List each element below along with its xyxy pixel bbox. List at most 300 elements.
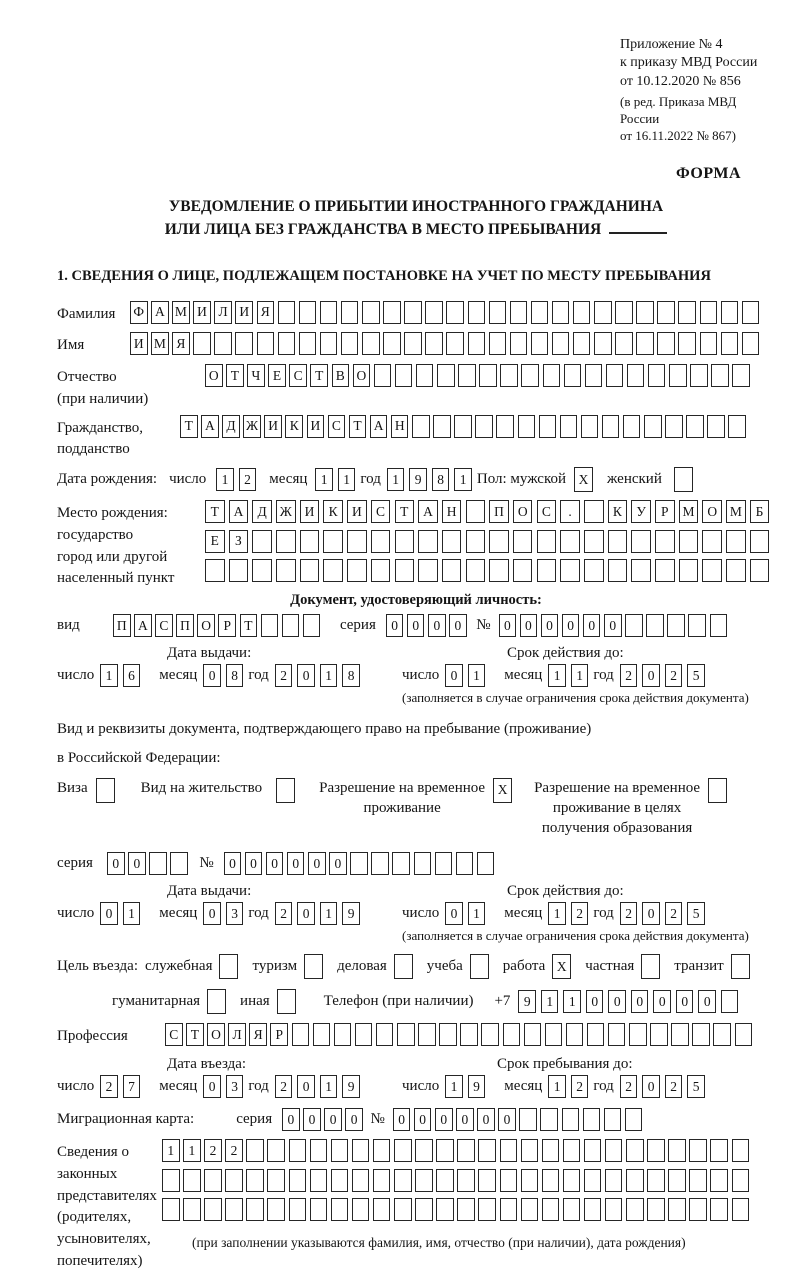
char-box[interactable]: [606, 364, 624, 387]
char-box[interactable]: 0: [435, 1108, 453, 1131]
char-box[interactable]: [605, 1169, 623, 1192]
char-box[interactable]: 0: [631, 990, 649, 1013]
char-box[interactable]: [383, 301, 401, 324]
char-box[interactable]: 2: [100, 1075, 118, 1098]
char-box[interactable]: 1: [548, 664, 566, 687]
char-box[interactable]: [540, 1108, 558, 1131]
char-box[interactable]: [726, 530, 746, 553]
char-box[interactable]: [170, 852, 188, 875]
char-box[interactable]: [583, 1108, 601, 1131]
char-box[interactable]: 0: [297, 664, 315, 687]
char-box[interactable]: [650, 1023, 668, 1046]
char-box[interactable]: [481, 1023, 499, 1046]
char-box[interactable]: [412, 415, 430, 438]
char-box[interactable]: 0: [676, 990, 694, 1013]
char-box[interactable]: 1: [100, 664, 118, 687]
char-box[interactable]: Б: [750, 500, 770, 523]
char-box[interactable]: [204, 1198, 222, 1221]
char-box[interactable]: [625, 614, 643, 637]
char-box[interactable]: [608, 559, 628, 582]
char-box[interactable]: 1: [320, 902, 338, 925]
char-box[interactable]: [246, 1198, 264, 1221]
char-box[interactable]: [646, 614, 664, 637]
char-box[interactable]: [657, 301, 675, 324]
char-box[interactable]: 2: [239, 468, 257, 491]
char-box[interactable]: [466, 559, 486, 582]
char-box[interactable]: 5: [687, 1075, 705, 1098]
char-box[interactable]: [563, 1198, 581, 1221]
char-box[interactable]: 1: [548, 1075, 566, 1098]
char-box[interactable]: [289, 1169, 307, 1192]
char-box[interactable]: Т: [186, 1023, 204, 1046]
char-box[interactable]: [742, 301, 760, 324]
char-box[interactable]: И: [193, 301, 211, 324]
char-box[interactable]: 0: [449, 614, 467, 637]
char-box[interactable]: А: [418, 500, 438, 523]
char-box[interactable]: [289, 1139, 307, 1162]
char-box[interactable]: О: [205, 364, 223, 387]
char-box[interactable]: З: [229, 530, 249, 553]
char-box[interactable]: [608, 1023, 626, 1046]
char-box[interactable]: 6: [123, 664, 141, 687]
char-box[interactable]: [395, 530, 415, 553]
char-box[interactable]: [728, 415, 746, 438]
char-box[interactable]: 1: [162, 1139, 180, 1162]
char-box[interactable]: [395, 364, 413, 387]
char-box[interactable]: И: [300, 500, 320, 523]
char-box[interactable]: [276, 778, 295, 803]
char-box[interactable]: [626, 1169, 644, 1192]
char-box[interactable]: 0: [303, 1108, 321, 1131]
char-box[interactable]: [648, 364, 666, 387]
char-box[interactable]: 7: [123, 1075, 141, 1098]
char-box[interactable]: [310, 1198, 328, 1221]
char-box[interactable]: [608, 530, 628, 553]
char-box[interactable]: [437, 364, 455, 387]
char-box[interactable]: [542, 1139, 560, 1162]
char-box[interactable]: [702, 559, 722, 582]
char-box[interactable]: А: [370, 415, 388, 438]
char-box[interactable]: [584, 500, 604, 523]
char-box[interactable]: [692, 1023, 710, 1046]
char-box[interactable]: И: [235, 301, 253, 324]
char-box[interactable]: 0: [224, 852, 242, 875]
char-box[interactable]: [350, 852, 368, 875]
char-box[interactable]: [96, 778, 115, 803]
char-box[interactable]: [373, 1198, 391, 1221]
char-box[interactable]: А: [151, 301, 169, 324]
char-box[interactable]: [542, 1198, 560, 1221]
char-box[interactable]: [478, 1169, 496, 1192]
char-box[interactable]: 2: [665, 664, 683, 687]
char-box[interactable]: [627, 364, 645, 387]
char-box[interactable]: [331, 1139, 349, 1162]
char-box[interactable]: 0: [297, 902, 315, 925]
char-box[interactable]: [710, 1198, 728, 1221]
char-box[interactable]: М: [151, 332, 169, 355]
char-box[interactable]: С: [165, 1023, 183, 1046]
char-box[interactable]: [466, 500, 486, 523]
char-box[interactable]: 1: [548, 902, 566, 925]
char-box[interactable]: 1: [468, 902, 486, 925]
char-box[interactable]: Т: [205, 500, 225, 523]
char-box[interactable]: [442, 530, 462, 553]
char-box[interactable]: [371, 559, 391, 582]
char-box[interactable]: [352, 1139, 370, 1162]
char-box[interactable]: [531, 301, 549, 324]
char-box[interactable]: [537, 559, 557, 582]
char-box[interactable]: 0: [203, 1075, 221, 1098]
char-box[interactable]: [489, 559, 509, 582]
char-box[interactable]: И: [307, 415, 325, 438]
char-box[interactable]: М: [679, 500, 699, 523]
char-box[interactable]: .: [560, 500, 580, 523]
char-box[interactable]: [711, 364, 729, 387]
char-box[interactable]: 0: [324, 1108, 342, 1131]
char-box[interactable]: [404, 332, 422, 355]
char-box[interactable]: Т: [310, 364, 328, 387]
char-box[interactable]: [721, 301, 739, 324]
char-box[interactable]: [688, 614, 706, 637]
char-box[interactable]: [205, 559, 225, 582]
char-box[interactable]: [310, 1169, 328, 1192]
char-box[interactable]: [300, 530, 320, 553]
char-box[interactable]: А: [201, 415, 219, 438]
char-box[interactable]: 1: [563, 990, 581, 1013]
char-box[interactable]: [489, 530, 509, 553]
char-box[interactable]: [373, 1169, 391, 1192]
char-box[interactable]: [594, 332, 612, 355]
char-box[interactable]: [219, 954, 238, 979]
char-box[interactable]: М: [172, 301, 190, 324]
char-box[interactable]: [149, 852, 167, 875]
char-box[interactable]: [229, 559, 249, 582]
char-box[interactable]: 0: [698, 990, 716, 1013]
char-box[interactable]: [436, 1169, 454, 1192]
char-box[interactable]: [310, 1139, 328, 1162]
char-box[interactable]: О: [353, 364, 371, 387]
char-box[interactable]: [162, 1169, 180, 1192]
char-box[interactable]: [278, 332, 296, 355]
char-box[interactable]: [679, 530, 699, 553]
char-box[interactable]: 0: [308, 852, 326, 875]
char-box[interactable]: [521, 364, 539, 387]
char-box[interactable]: 1: [571, 664, 589, 687]
char-box[interactable]: [376, 1023, 394, 1046]
char-box[interactable]: 0: [520, 614, 538, 637]
char-box[interactable]: [710, 1169, 728, 1192]
char-box[interactable]: [418, 530, 438, 553]
char-box[interactable]: [475, 415, 493, 438]
char-box[interactable]: [707, 415, 725, 438]
char-box[interactable]: [454, 415, 472, 438]
char-box[interactable]: [489, 301, 507, 324]
char-box[interactable]: [478, 1198, 496, 1221]
char-box[interactable]: 2: [571, 902, 589, 925]
char-box[interactable]: [304, 954, 323, 979]
char-box[interactable]: [671, 1023, 689, 1046]
char-box[interactable]: 0: [499, 614, 517, 637]
char-box[interactable]: [292, 1023, 310, 1046]
char-box[interactable]: [323, 559, 343, 582]
char-box[interactable]: [585, 364, 603, 387]
char-box[interactable]: [510, 332, 528, 355]
char-box[interactable]: Т: [349, 415, 367, 438]
char-box[interactable]: [732, 1139, 750, 1162]
char-box[interactable]: [261, 614, 279, 637]
char-box[interactable]: 1: [315, 468, 333, 491]
char-box[interactable]: Т: [226, 364, 244, 387]
char-box[interactable]: [615, 301, 633, 324]
char-box[interactable]: [500, 364, 518, 387]
char-box[interactable]: [395, 559, 415, 582]
char-box[interactable]: [629, 1023, 647, 1046]
char-box[interactable]: [257, 332, 275, 355]
char-box[interactable]: [374, 364, 392, 387]
char-box[interactable]: [625, 1108, 643, 1131]
char-box[interactable]: [686, 415, 704, 438]
char-box[interactable]: [545, 1023, 563, 1046]
char-box[interactable]: 1: [320, 664, 338, 687]
char-box[interactable]: [183, 1198, 201, 1221]
char-box[interactable]: Д: [252, 500, 272, 523]
char-box[interactable]: [665, 415, 683, 438]
char-box[interactable]: [631, 530, 651, 553]
char-box[interactable]: 1: [468, 664, 486, 687]
char-box[interactable]: [458, 364, 476, 387]
char-box[interactable]: [162, 1198, 180, 1221]
char-box[interactable]: П: [489, 500, 509, 523]
char-box[interactable]: 2: [275, 1075, 293, 1098]
char-box[interactable]: [394, 1169, 412, 1192]
char-box[interactable]: [299, 301, 317, 324]
char-box[interactable]: [252, 530, 272, 553]
char-box[interactable]: [425, 301, 443, 324]
char-box[interactable]: [657, 332, 675, 355]
char-box[interactable]: [689, 1169, 707, 1192]
char-box[interactable]: [732, 1198, 750, 1221]
char-box[interactable]: 2: [665, 1075, 683, 1098]
char-box[interactable]: 0: [583, 614, 601, 637]
char-box[interactable]: [732, 364, 750, 387]
char-box[interactable]: X: [493, 778, 512, 803]
char-box[interactable]: [513, 530, 533, 553]
char-box[interactable]: [674, 467, 693, 492]
char-box[interactable]: Е: [268, 364, 286, 387]
char-box[interactable]: [521, 1169, 539, 1192]
char-box[interactable]: [669, 364, 687, 387]
char-box[interactable]: [460, 1023, 478, 1046]
char-box[interactable]: [584, 1198, 602, 1221]
char-box[interactable]: [457, 1139, 475, 1162]
char-box[interactable]: [524, 1023, 542, 1046]
char-box[interactable]: 1: [320, 1075, 338, 1098]
char-box[interactable]: [214, 332, 232, 355]
char-box[interactable]: [225, 1198, 243, 1221]
char-box[interactable]: [587, 1023, 605, 1046]
char-box[interactable]: 0: [282, 1108, 300, 1131]
char-box[interactable]: 2: [665, 902, 683, 925]
char-box[interactable]: [735, 1023, 753, 1046]
char-box[interactable]: [668, 1169, 686, 1192]
char-box[interactable]: 0: [407, 614, 425, 637]
char-box[interactable]: [418, 559, 438, 582]
char-box[interactable]: [235, 332, 253, 355]
char-box[interactable]: X: [574, 467, 593, 492]
char-box[interactable]: [700, 301, 718, 324]
char-box[interactable]: [183, 1169, 201, 1192]
char-box[interactable]: [225, 1169, 243, 1192]
char-box[interactable]: [644, 415, 662, 438]
char-box[interactable]: 2: [275, 664, 293, 687]
char-box[interactable]: [626, 1198, 644, 1221]
char-box[interactable]: [425, 332, 443, 355]
char-box[interactable]: 0: [456, 1108, 474, 1131]
char-box[interactable]: 1: [541, 990, 559, 1013]
char-box[interactable]: [702, 530, 722, 553]
char-box[interactable]: [678, 301, 696, 324]
char-box[interactable]: 1: [338, 468, 356, 491]
char-box[interactable]: А: [229, 500, 249, 523]
char-box[interactable]: [584, 1139, 602, 1162]
char-box[interactable]: [510, 301, 528, 324]
char-box[interactable]: [320, 301, 338, 324]
char-box[interactable]: [641, 954, 660, 979]
char-box[interactable]: [602, 415, 620, 438]
char-box[interactable]: [347, 559, 367, 582]
char-box[interactable]: [604, 1108, 622, 1131]
char-box[interactable]: [679, 559, 699, 582]
char-box[interactable]: [394, 954, 413, 979]
char-box[interactable]: 0: [386, 614, 404, 637]
char-box[interactable]: [479, 364, 497, 387]
char-box[interactable]: [347, 530, 367, 553]
char-box[interactable]: К: [323, 500, 343, 523]
char-box[interactable]: [584, 530, 604, 553]
char-box[interactable]: С: [537, 500, 557, 523]
char-box[interactable]: [726, 559, 746, 582]
char-box[interactable]: 5: [687, 902, 705, 925]
char-box[interactable]: [373, 1139, 391, 1162]
char-box[interactable]: 1: [123, 902, 141, 925]
char-box[interactable]: [457, 1169, 475, 1192]
char-box[interactable]: [341, 301, 359, 324]
char-box[interactable]: [323, 530, 343, 553]
char-box[interactable]: [300, 559, 320, 582]
char-box[interactable]: [352, 1169, 370, 1192]
char-box[interactable]: 0: [414, 1108, 432, 1131]
char-box[interactable]: [433, 415, 451, 438]
char-box[interactable]: [573, 332, 591, 355]
char-box[interactable]: 0: [562, 614, 580, 637]
char-box[interactable]: Ч: [247, 364, 265, 387]
char-box[interactable]: [468, 301, 486, 324]
char-box[interactable]: 0: [604, 614, 622, 637]
char-box[interactable]: 9: [518, 990, 536, 1013]
char-box[interactable]: [721, 990, 739, 1013]
char-box[interactable]: 9: [409, 468, 427, 491]
char-box[interactable]: [564, 364, 582, 387]
char-box[interactable]: [415, 1139, 433, 1162]
char-box[interactable]: [341, 332, 359, 355]
char-box[interactable]: [362, 332, 380, 355]
char-box[interactable]: [713, 1023, 731, 1046]
char-box[interactable]: [246, 1169, 264, 1192]
char-box[interactable]: 2: [620, 1075, 638, 1098]
char-box[interactable]: [750, 559, 770, 582]
char-box[interactable]: [537, 530, 557, 553]
char-box[interactable]: 2: [225, 1139, 243, 1162]
char-box[interactable]: [478, 1139, 496, 1162]
char-box[interactable]: [560, 559, 580, 582]
char-box[interactable]: [435, 852, 453, 875]
char-box[interactable]: Д: [222, 415, 240, 438]
char-box[interactable]: [689, 1139, 707, 1162]
char-box[interactable]: [320, 332, 338, 355]
char-box[interactable]: [278, 301, 296, 324]
char-box[interactable]: [560, 530, 580, 553]
char-box[interactable]: [446, 301, 464, 324]
char-box[interactable]: [563, 1169, 581, 1192]
char-box[interactable]: [636, 301, 654, 324]
char-box[interactable]: Т: [395, 500, 415, 523]
char-box[interactable]: [436, 1198, 454, 1221]
char-box[interactable]: [394, 1198, 412, 1221]
char-box[interactable]: [267, 1198, 285, 1221]
char-box[interactable]: [496, 415, 514, 438]
char-box[interactable]: Р: [655, 500, 675, 523]
char-box[interactable]: 0: [128, 852, 146, 875]
char-box[interactable]: 0: [203, 664, 221, 687]
char-box[interactable]: [742, 332, 760, 355]
char-box[interactable]: 3: [226, 902, 244, 925]
char-box[interactable]: [456, 852, 474, 875]
char-box[interactable]: 0: [477, 1108, 495, 1131]
char-box[interactable]: [731, 954, 750, 979]
char-box[interactable]: [584, 1169, 602, 1192]
char-box[interactable]: [566, 1023, 584, 1046]
char-box[interactable]: X: [552, 954, 571, 979]
char-box[interactable]: [605, 1198, 623, 1221]
char-box[interactable]: [371, 530, 391, 553]
char-box[interactable]: [246, 1139, 264, 1162]
char-box[interactable]: [678, 332, 696, 355]
char-box[interactable]: [466, 530, 486, 553]
char-box[interactable]: [721, 332, 739, 355]
char-box[interactable]: [397, 1023, 415, 1046]
char-box[interactable]: С: [155, 614, 173, 637]
char-box[interactable]: Н: [442, 500, 462, 523]
char-box[interactable]: [655, 559, 675, 582]
char-box[interactable]: П: [113, 614, 131, 637]
char-box[interactable]: [543, 364, 561, 387]
char-box[interactable]: К: [285, 415, 303, 438]
char-box[interactable]: П: [176, 614, 194, 637]
char-box[interactable]: [276, 530, 296, 553]
char-box[interactable]: 8: [342, 664, 360, 687]
char-box[interactable]: [470, 954, 489, 979]
char-box[interactable]: Я: [249, 1023, 267, 1046]
char-box[interactable]: [193, 332, 211, 355]
char-box[interactable]: С: [371, 500, 391, 523]
char-box[interactable]: [605, 1139, 623, 1162]
char-box[interactable]: [415, 1169, 433, 1192]
char-box[interactable]: [690, 364, 708, 387]
char-box[interactable]: 0: [498, 1108, 516, 1131]
char-box[interactable]: [708, 778, 727, 803]
char-box[interactable]: Е: [205, 530, 225, 553]
char-box[interactable]: Ф: [130, 301, 148, 324]
